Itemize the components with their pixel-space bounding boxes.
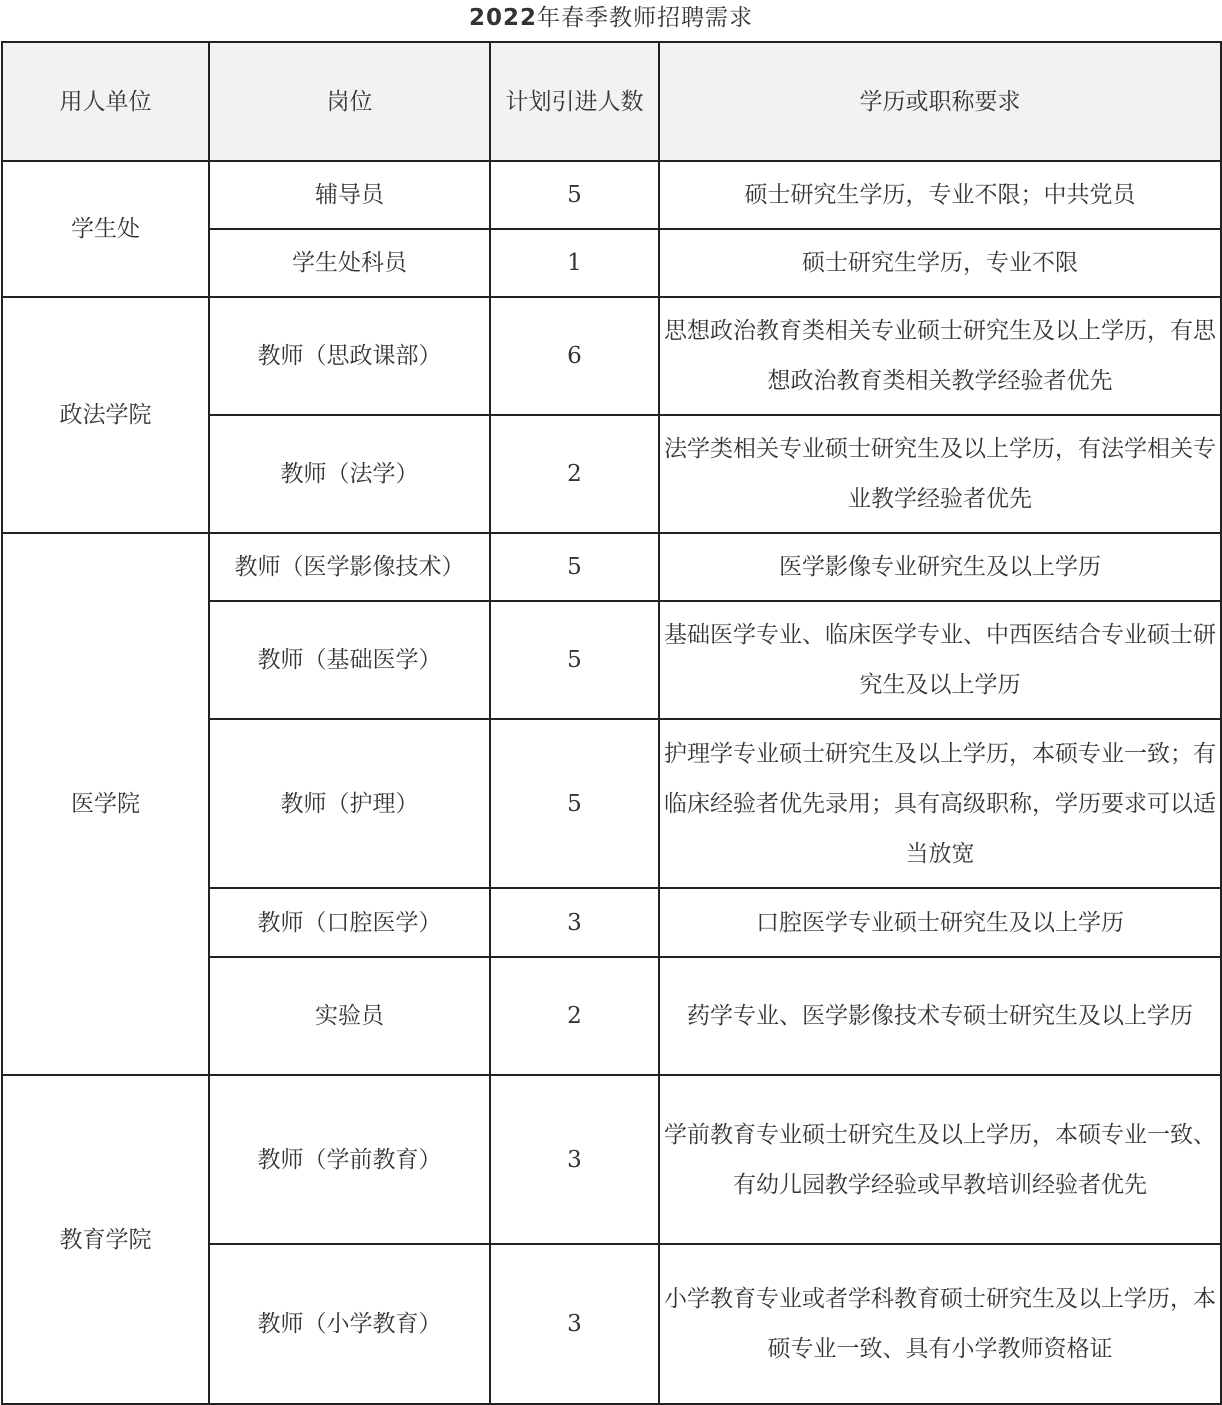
post-cell: 教师（法学） bbox=[209, 415, 490, 533]
requirement-cell: 药学专业、医学影像技术专硕士研究生及以上学历 bbox=[659, 957, 1221, 1075]
requirement-cell: 硕士研究生学历，专业不限 bbox=[659, 229, 1221, 297]
count-cell: 3 bbox=[490, 1075, 659, 1244]
unit-cell: 政法学院 bbox=[2, 297, 209, 533]
count-cell: 5 bbox=[490, 601, 659, 719]
count-cell: 2 bbox=[490, 957, 659, 1075]
requirement-cell: 法学类相关专业硕士研究生及以上学历，有法学相关专业教学经验者优先 bbox=[659, 415, 1221, 533]
table-row bbox=[2, 161, 1221, 229]
count-cell: 6 bbox=[490, 297, 659, 415]
table-header-row bbox=[2, 42, 1221, 161]
count-cell: 5 bbox=[490, 719, 659, 888]
requirement-cell: 医学影像专业研究生及以上学历 bbox=[659, 533, 1221, 601]
post-cell: 教师（基础医学） bbox=[209, 601, 490, 719]
count-cell: 3 bbox=[490, 888, 659, 957]
unit-cell: 教育学院 bbox=[2, 1075, 209, 1404]
unit-cell: 医学院 bbox=[2, 533, 209, 1075]
count-cell: 5 bbox=[490, 161, 659, 229]
header-requirement: 学历或职称要求 bbox=[659, 42, 1221, 161]
header-count: 计划引进人数 bbox=[490, 42, 659, 161]
post-cell: 教师（护理） bbox=[209, 719, 490, 888]
post-cell: 教师（医学影像技术） bbox=[209, 533, 490, 601]
requirement-cell: 学前教育专业硕士研究生及以上学历，本硕专业一致、有幼儿园教学经验或早教培训经验者优先 bbox=[659, 1075, 1221, 1244]
header-post: 岗位 bbox=[209, 42, 490, 161]
count-cell: 2 bbox=[490, 415, 659, 533]
post-cell: 辅导员 bbox=[209, 161, 490, 229]
header-unit: 用人单位 bbox=[2, 42, 209, 161]
count-cell: 1 bbox=[490, 229, 659, 297]
table-row bbox=[2, 533, 1221, 601]
requirement-cell: 小学教育专业或者学科教育硕士研究生及以上学历，本硕专业一致、具有小学教师资格证 bbox=[659, 1244, 1221, 1404]
post-cell: 教师（学前教育） bbox=[209, 1075, 490, 1244]
post-cell: 教师（小学教育） bbox=[209, 1244, 490, 1404]
title-text: 年春季教师招聘需求 bbox=[537, 5, 753, 31]
requirement-cell: 口腔医学专业硕士研究生及以上学历 bbox=[659, 888, 1221, 957]
table-row bbox=[2, 1075, 1221, 1244]
count-cell: 5 bbox=[490, 533, 659, 601]
recruitment-table bbox=[1, 41, 1222, 1405]
count-cell: 3 bbox=[490, 1244, 659, 1404]
table-row bbox=[2, 297, 1221, 415]
post-cell: 实验员 bbox=[209, 957, 490, 1075]
requirement-cell: 基础医学专业、临床医学专业、中西医结合专业硕士研究生及以上学历 bbox=[659, 601, 1221, 719]
post-cell: 教师（口腔医学） bbox=[209, 888, 490, 957]
post-cell: 教师（思政课部） bbox=[209, 297, 490, 415]
requirement-cell: 护理学专业硕士研究生及以上学历，本硕专业一致；有临床经验者优先录用；具有高级职称，学历要求可以适当放宽 bbox=[659, 719, 1221, 888]
post-cell: 学生处科员 bbox=[209, 229, 490, 297]
page-title bbox=[0, 0, 1222, 36]
unit-cell: 学生处 bbox=[2, 161, 209, 297]
requirement-cell: 思想政治教育类相关专业硕士研究生及以上学历，有思想政治教育类相关教学经验者优先 bbox=[659, 297, 1221, 415]
requirement-cell: 硕士研究生学历，专业不限；中共党员 bbox=[659, 161, 1221, 229]
title-year: 2022 bbox=[468, 5, 537, 31]
